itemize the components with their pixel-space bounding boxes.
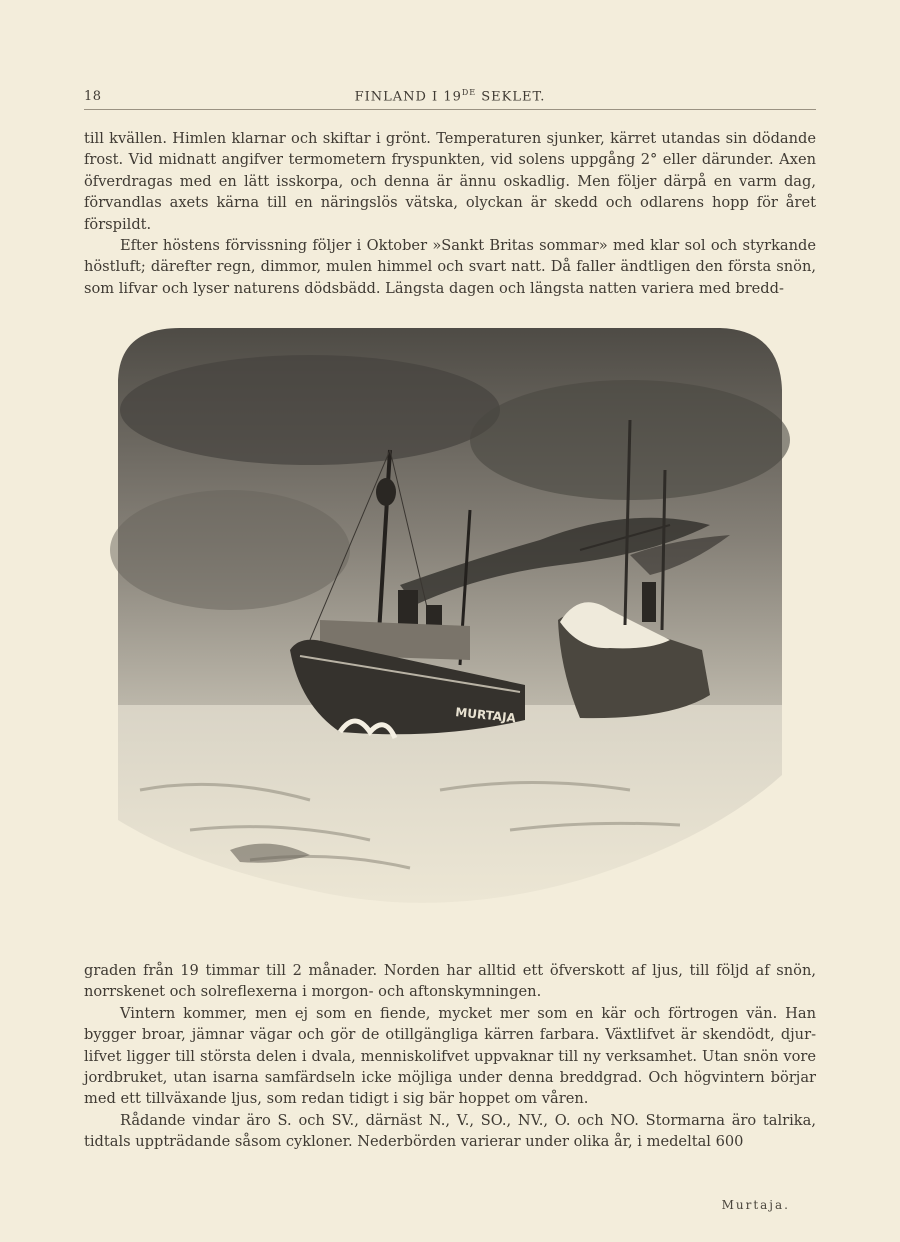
paragraph-daylight: graden från 19 timmar till 2 månader. Norden har alltid ett öfverskott af ljus, till följd af snön, norrskenet och solreflexerna i morgon- och aftonskymningen. [84, 962, 816, 1001]
header-rule [84, 109, 816, 110]
cloud [110, 490, 350, 610]
hull-lettering: MURTAJA [454, 705, 517, 726]
paragraph-winds: Rådande vindar äro S. och SV., därnäst N., V., SO., NV., O. och NO. Stormarna äro talrika, tidtals uppträdande såsom cykloner. Nederbörden varierar under olika år, i medeltal 600 [84, 1111, 816, 1151]
running-title-end: SEKLET. [476, 89, 546, 105]
illustration-caption: Murtaja. [721, 1198, 790, 1212]
ice-field [118, 705, 782, 903]
paragraph-evening-frost: till kvällen. Himlen klarnar och skiftar i grönt. Temperaturen sjunker, kärret utandas sin dödande frost. Vid midnatt angifver termometern fryspunkten, vid solens uppgång 2° eller därunder. Axen öfverdragas med en lätt isskorpa, och denna är ännu oskadlig. Men följer därpå en varm dag, förvandlas axets kärna till en näringslös vätska, olyckan är skedd och odlarens hopp för året förspildt. [84, 130, 816, 233]
icebreaker-engraving [110, 320, 790, 930]
page-number: 18 [84, 89, 102, 104]
running-title-main: FINLAND I 19 [354, 89, 462, 105]
cloud [120, 355, 500, 465]
paragraph-autumn: Efter höstens förvissning följer i Oktober »Sankt Britas sommar» med klar sol och styrkande höstluft; därefter regn, dimmor, mulen himmel och svart natt. Då faller ändtligen den första snön, som lifvar och lyser naturens dödsbädd. Längsta dagen och längsta natten variera med bredd- [84, 237, 816, 297]
paragraph-winter: Vintern kommer, men ej som en fiende, mycket mer som en kär och förtrogen vän. Han bygger broar, jämnar vägar och gör de otillgängliga kärren farbara. Växtlifvet är skendödt, djurlifvet ligger till största delen i dvala, menniskolifvet uppvaknar till ny verksamhet. Utan snön vore jordbruket, utan isarna samfärdseln icke möjliga under denna breddgrad. Och högvintern börjar med ett tillväxande ljus, som redan tidigt i sig bär hoppet om våren. [84, 1004, 816, 1108]
bottom-text-block [84, 960, 816, 1153]
running-header [0, 88, 900, 104]
top-text-block [84, 128, 816, 299]
running-title-sup: DE [461, 88, 477, 97]
